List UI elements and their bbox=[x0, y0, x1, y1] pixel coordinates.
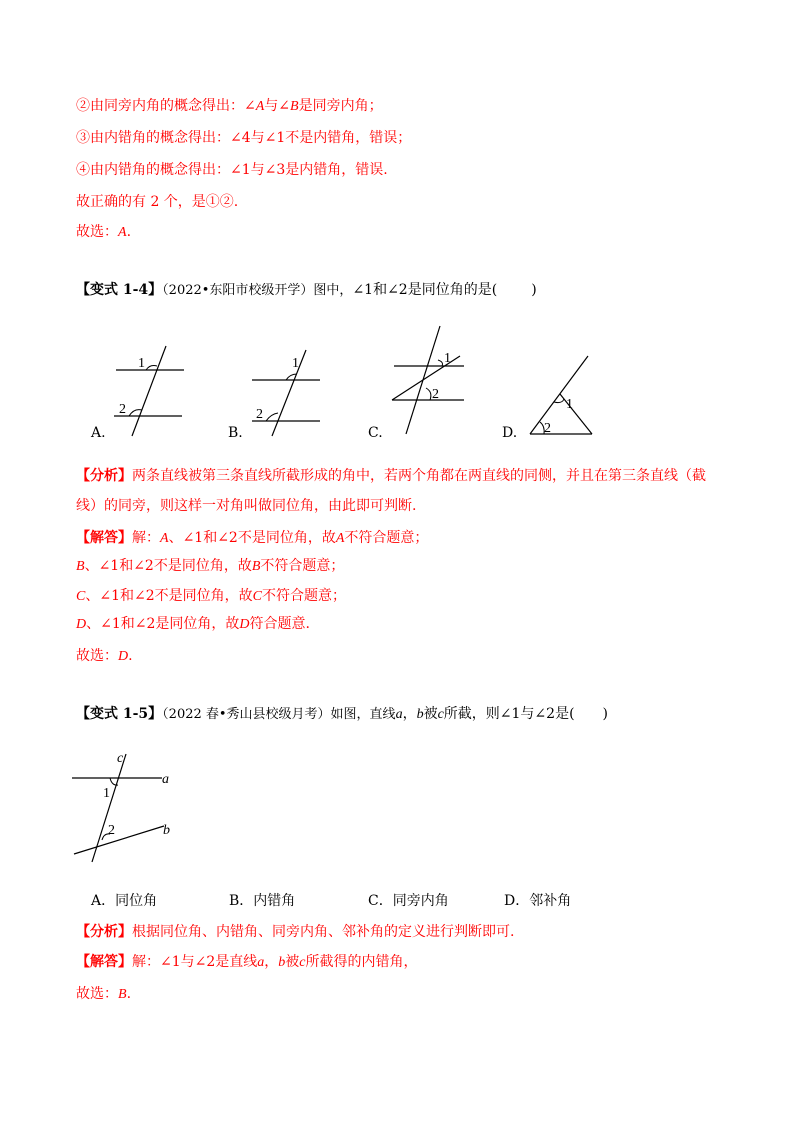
text: 与 bbox=[180, 954, 195, 970]
text: 所截，则 bbox=[443, 706, 500, 722]
answer-1-4-line-a bbox=[76, 528, 428, 549]
text: . bbox=[128, 648, 133, 664]
angle: ∠1 bbox=[499, 706, 521, 722]
option-letter: B． bbox=[229, 893, 254, 909]
text: 与 bbox=[520, 706, 535, 722]
answer-1-5-choice bbox=[76, 984, 131, 1005]
answer-1-5 bbox=[76, 952, 418, 973]
option-text: 同旁内角 bbox=[392, 893, 449, 909]
line-label-c: c bbox=[117, 751, 124, 766]
text: 是同位角，故 bbox=[155, 616, 240, 632]
text: 不符合题意； bbox=[344, 530, 429, 546]
solution-line-2 bbox=[76, 96, 383, 117]
angle-symbol: ∠ bbox=[244, 98, 256, 114]
var: b bbox=[278, 955, 286, 970]
text: 与 bbox=[250, 130, 265, 146]
text: ②由同旁内角的概念得出： bbox=[76, 98, 244, 114]
angle: ∠2 bbox=[194, 954, 216, 970]
option-b-letter: B. bbox=[228, 425, 243, 441]
angle-label: 1 bbox=[103, 786, 110, 801]
text: 是直线 bbox=[215, 954, 258, 970]
angle: ∠2 bbox=[134, 616, 156, 632]
question-label: 【变式 1-4】 bbox=[76, 282, 163, 298]
ray-line bbox=[530, 356, 588, 434]
text: 不是内错角，错误； bbox=[285, 130, 412, 146]
angle-label: 2 bbox=[119, 402, 126, 417]
text: 是同旁内角； bbox=[298, 98, 383, 114]
text: ， bbox=[264, 954, 279, 970]
question-1-4-stem bbox=[76, 280, 537, 301]
paren-close: ) bbox=[531, 282, 537, 298]
option-b bbox=[229, 892, 295, 910]
option-d-letter: D. bbox=[502, 425, 518, 441]
var: B bbox=[290, 99, 299, 114]
angle: ∠2 bbox=[133, 588, 155, 604]
answer-1-4-line-c bbox=[76, 586, 346, 607]
var: a bbox=[395, 707, 403, 722]
solution-line-6 bbox=[76, 222, 131, 243]
paren-close: ) bbox=[602, 706, 608, 722]
text: 、 bbox=[86, 616, 101, 632]
text: ， bbox=[402, 706, 417, 722]
angle: ∠2 bbox=[387, 282, 408, 298]
text: 不符合题意； bbox=[260, 558, 345, 574]
text: 与 bbox=[264, 98, 279, 114]
line-c bbox=[92, 754, 126, 862]
var: A bbox=[118, 225, 127, 240]
text: 、 bbox=[168, 530, 183, 546]
option-letter: D． bbox=[504, 893, 530, 909]
text: . bbox=[126, 224, 132, 240]
var: B bbox=[118, 987, 127, 1002]
angle: ∠4 bbox=[230, 130, 251, 146]
angle: ∠1 bbox=[99, 588, 120, 604]
angle: ∠2 bbox=[534, 706, 556, 722]
text: 符合题意. bbox=[249, 616, 310, 632]
option-c bbox=[368, 892, 449, 910]
text: 和 bbox=[119, 558, 134, 574]
answer-1-4-line-d bbox=[76, 614, 310, 635]
angle-arc bbox=[146, 366, 157, 371]
angle-arc bbox=[438, 360, 443, 366]
figure-1-5 bbox=[70, 744, 190, 864]
var: c bbox=[437, 707, 444, 722]
angle: ∠1 bbox=[160, 954, 181, 970]
text: 是 bbox=[555, 706, 570, 722]
angle-label: 1 bbox=[292, 356, 299, 371]
angle-label: 1 bbox=[138, 356, 145, 371]
option-a bbox=[91, 892, 157, 910]
answer-1-4-line-b bbox=[76, 556, 344, 577]
var: A bbox=[255, 99, 265, 114]
text: 不是同位角，故 bbox=[153, 558, 252, 574]
var: B bbox=[76, 559, 85, 574]
var: b bbox=[416, 707, 424, 722]
solution-line-5: 故正确的有 2 个，是①②. bbox=[76, 194, 239, 210]
text: 解： bbox=[132, 530, 160, 546]
angle-arc bbox=[266, 413, 278, 421]
text: 、 bbox=[84, 558, 99, 574]
solution-line-4 bbox=[76, 160, 388, 180]
option-a-letter: A. bbox=[91, 425, 106, 441]
angle: ∠1 bbox=[100, 616, 121, 632]
option-c-letter: C. bbox=[368, 425, 383, 441]
answer-1-4-choice bbox=[76, 646, 133, 667]
var: D bbox=[118, 649, 129, 664]
text: 不是同位角，故 bbox=[154, 588, 253, 604]
transversal-line bbox=[272, 350, 306, 436]
text: 不符合题意； bbox=[261, 588, 346, 604]
angle-symbol: ∠ bbox=[278, 98, 291, 114]
option-text: 同位角 bbox=[115, 893, 158, 909]
var: c bbox=[299, 955, 306, 970]
figure-option-c bbox=[366, 322, 486, 444]
text: 和 bbox=[120, 616, 135, 632]
analysis-1-4-line-2: 线）的同旁，则这样一对角叫做同位角，由此即可判断. bbox=[76, 498, 417, 514]
line-label-a: a bbox=[162, 772, 169, 787]
option-letter: C． bbox=[368, 893, 393, 909]
angle: ∠1 bbox=[182, 530, 204, 546]
analysis-text: 两条直线被第三条直线所截形成的角中，若两个角都在两直线的同侧，并且在第三条直线（截 bbox=[132, 468, 706, 484]
var: A bbox=[335, 531, 345, 546]
angle: ∠2 bbox=[133, 558, 154, 574]
paren-open: ( bbox=[569, 706, 575, 722]
angle: ∠1 bbox=[264, 130, 286, 146]
text: 是同位角的是 bbox=[407, 282, 492, 298]
answer-tag: 【解答】 bbox=[76, 530, 132, 546]
text: 不是同位角，故 bbox=[237, 530, 336, 546]
text: 所截得的内错角， bbox=[305, 954, 418, 970]
text: 是内错角，错误. bbox=[285, 162, 388, 178]
angle-arc bbox=[426, 388, 431, 400]
angle: ∠1 bbox=[230, 162, 251, 178]
analysis-text: 根据同位角、内错角、同旁内角、邻补角的定义进行判断即可. bbox=[132, 924, 515, 940]
text: . bbox=[126, 986, 132, 1002]
angle-label: 2 bbox=[108, 823, 115, 838]
question-1-5-stem bbox=[76, 704, 608, 725]
question-source: （2022 春•秀山县校级月考）如图，直线 bbox=[162, 707, 396, 722]
var: C bbox=[252, 589, 262, 604]
analysis-tag: 【分析】 bbox=[76, 468, 132, 484]
text: 和 bbox=[119, 588, 134, 604]
paren-open: ( bbox=[491, 282, 498, 298]
line-label-b: b bbox=[163, 823, 170, 838]
text: 和 bbox=[203, 530, 218, 546]
angle-label: 2 bbox=[432, 387, 439, 402]
angle: ∠2 bbox=[217, 530, 238, 546]
var: C bbox=[76, 589, 86, 604]
answer-tag: 【解答】 bbox=[76, 954, 132, 970]
angle: ∠1 bbox=[98, 558, 120, 574]
var: B bbox=[251, 559, 261, 574]
angle-label: 1 bbox=[566, 397, 573, 412]
side-line bbox=[560, 394, 592, 434]
var: A bbox=[160, 531, 169, 546]
text: 和 bbox=[373, 282, 388, 298]
question-source: （2022•东阳市校级开学）图中， bbox=[162, 283, 353, 298]
angle-label: 2 bbox=[544, 421, 551, 436]
var: a bbox=[257, 955, 265, 970]
solution-line-3 bbox=[76, 128, 411, 148]
option-letter: A． bbox=[91, 893, 116, 909]
option-text: 内错角 bbox=[253, 893, 296, 909]
angle-label: 2 bbox=[256, 407, 263, 422]
text: 解： bbox=[132, 954, 160, 970]
text: 与 bbox=[250, 162, 265, 178]
analysis-tag: 【分析】 bbox=[76, 924, 132, 940]
option-text: 邻补角 bbox=[529, 893, 572, 909]
question-label: 【变式 1-5】 bbox=[76, 706, 163, 722]
var: D bbox=[239, 617, 250, 632]
text: 故选： bbox=[76, 648, 118, 664]
analysis-1-5 bbox=[76, 922, 514, 942]
option-d bbox=[504, 892, 571, 910]
text: 被 bbox=[423, 706, 438, 722]
text: 故选： bbox=[76, 986, 118, 1002]
text: 、 bbox=[85, 588, 100, 604]
text: ③由内错角的概念得出： bbox=[76, 130, 230, 146]
angle-label: 1 bbox=[444, 351, 451, 366]
text: ④由内错角的概念得出： bbox=[76, 162, 230, 178]
angle: ∠3 bbox=[264, 162, 286, 178]
text: 故选： bbox=[76, 224, 118, 240]
analysis-1-4-line-1 bbox=[76, 466, 706, 486]
line-b bbox=[74, 826, 164, 854]
angle: ∠1 bbox=[352, 282, 374, 298]
var: D bbox=[76, 617, 87, 632]
text: 被 bbox=[285, 954, 300, 970]
